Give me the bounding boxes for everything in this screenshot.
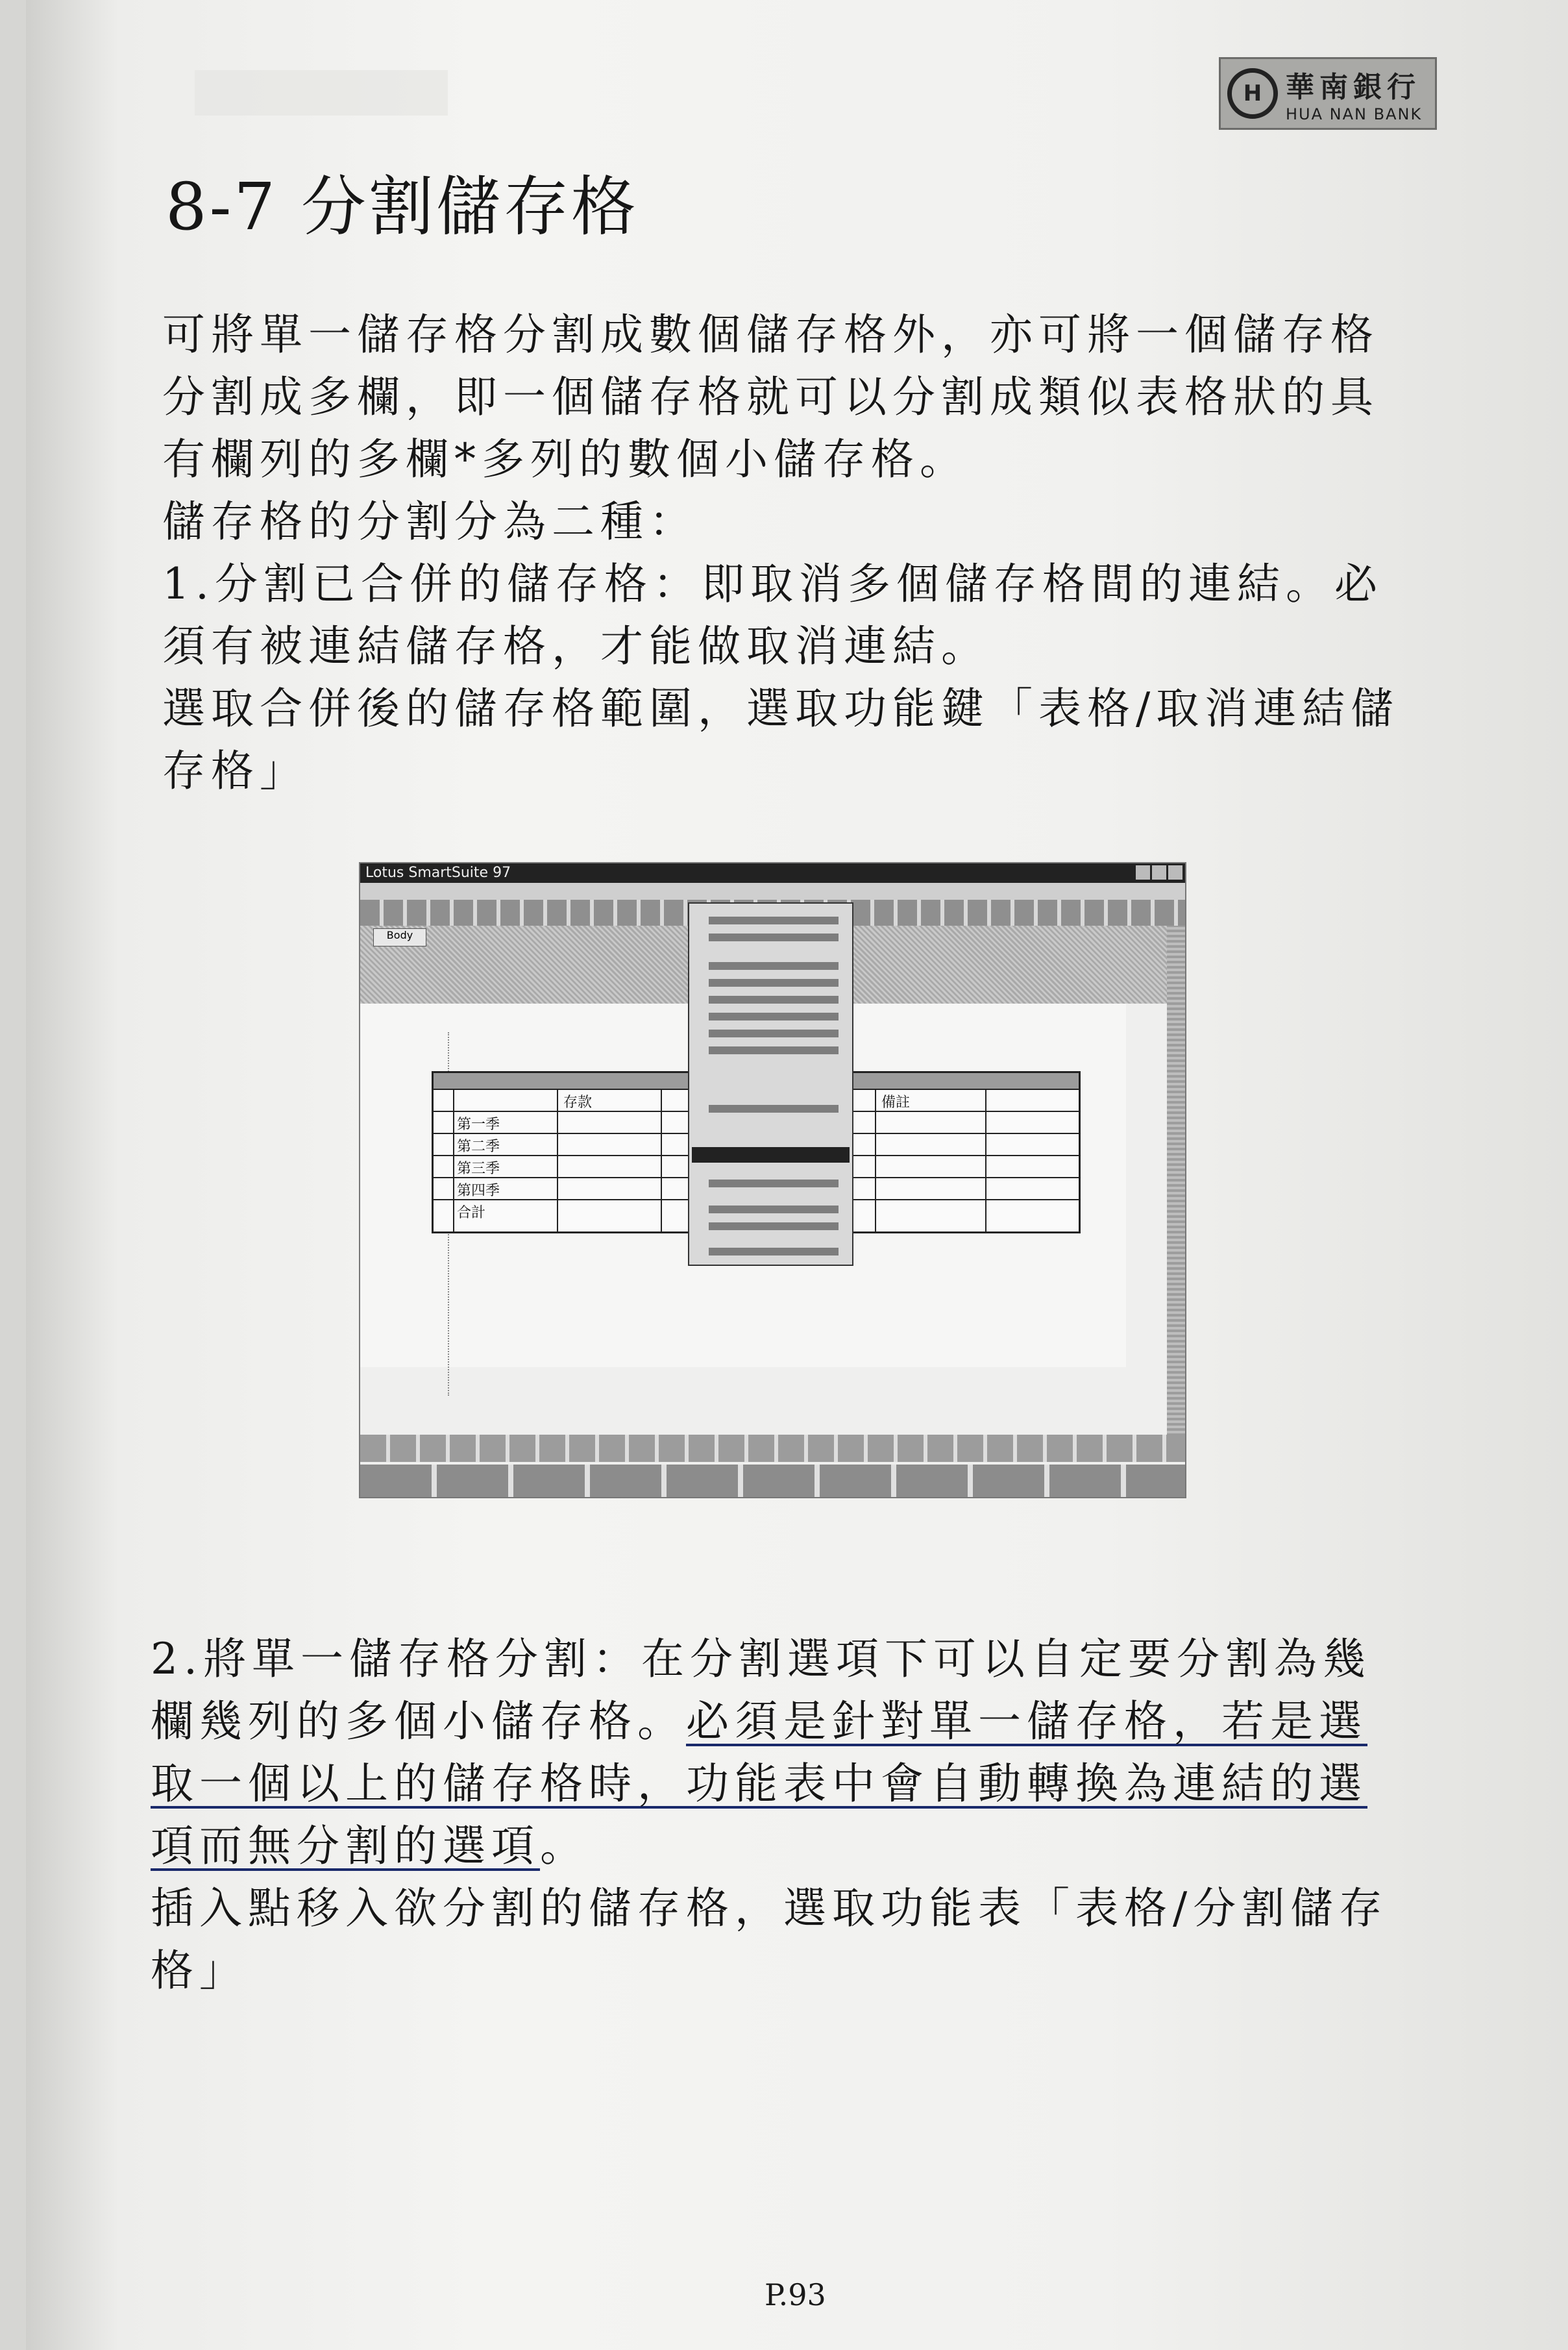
screenshot-menubar bbox=[360, 883, 1185, 900]
embedded-app-screenshot bbox=[359, 862, 1186, 1498]
document-page bbox=[26, 0, 1568, 2350]
handwritten-underline-text: 必須是針對單一儲存格，若是選 bbox=[686, 1696, 1367, 1746]
bank-seal-icon: H bbox=[1227, 68, 1278, 119]
table-row-label: 第三季 bbox=[457, 1161, 500, 1177]
bank-name-en: HUA NAN BANK bbox=[1286, 105, 1423, 123]
body-line: 格」 bbox=[151, 1946, 248, 1996]
body-line: 2.將單一儲存格分割：在分割選項下可以自定要分割為幾 bbox=[151, 1634, 1371, 1684]
faded-header-mark bbox=[195, 70, 448, 116]
body-line bbox=[151, 1753, 1388, 1815]
body-line: 分割成多欄，即一個儲存格就可以分割成類似表格狀的具 bbox=[162, 372, 1379, 422]
table-header-cell: 備註 bbox=[881, 1095, 911, 1111]
body-line: 儲存格的分割分為二種： bbox=[162, 497, 698, 547]
screenshot-titlebar bbox=[360, 863, 1185, 883]
body-line: 須有被連結儲存格，才能做取消連結。 bbox=[162, 621, 990, 671]
body-text: 。 bbox=[540, 1821, 589, 1871]
body-line bbox=[151, 1815, 1388, 1877]
screenshot-taskbar bbox=[360, 1465, 1185, 1497]
screenshot-window-title: Lotus SmartSuite 97 bbox=[365, 865, 511, 881]
screenshot-vertical-scrollbar bbox=[1167, 926, 1185, 1439]
table-row-label: 第一季 bbox=[457, 1117, 500, 1133]
page-number: P.93 bbox=[765, 2277, 826, 2312]
screenshot-statusbar bbox=[360, 1435, 1185, 1462]
body-line: 1.分割已合併的儲存格：即取消多個儲存格間的連結。必 bbox=[162, 559, 1383, 609]
body-line: 存格」 bbox=[162, 746, 308, 796]
body-line: 選取合併後的儲存格範圍，選取功能鍵「表格/取消連結儲 bbox=[162, 684, 1400, 734]
handwritten-underline-text: 取一個以上的儲存格時，功能表中會自動轉換為連結的選 bbox=[151, 1759, 1367, 1809]
section2-body bbox=[151, 1628, 1388, 2002]
body-line: 插入點移入欲分割的儲存格，選取功能表「表格/分割儲存 bbox=[151, 1883, 1388, 1933]
body-line bbox=[151, 1690, 1388, 1753]
bank-logo bbox=[1219, 57, 1437, 130]
table-menu-dropdown bbox=[688, 902, 853, 1266]
screenshot-tab: Body bbox=[373, 928, 426, 946]
highlighted-menu-item bbox=[692, 1147, 850, 1163]
table-row-label: 第四季 bbox=[457, 1183, 500, 1199]
table-row-label: 合計 bbox=[457, 1205, 486, 1221]
handwritten-underline-text: 項而無分割的選項 bbox=[151, 1821, 540, 1871]
bank-logo-text bbox=[1286, 64, 1422, 123]
section1-body bbox=[162, 304, 1399, 802]
body-line: 有欄列的多欄*多列的數個小儲存格。 bbox=[162, 434, 968, 484]
table-header-cell: 存款 bbox=[563, 1095, 593, 1111]
bank-name-zh: 華南銀行 bbox=[1286, 71, 1421, 104]
table-row-label: 第二季 bbox=[457, 1139, 500, 1155]
window-controls bbox=[1136, 865, 1182, 880]
body-text: 欄幾列的多個小儲存格。 bbox=[151, 1696, 686, 1746]
body-line: 可將單一儲存格分割成數個儲存格外，亦可將一個儲存格 bbox=[162, 310, 1379, 360]
section-title: 8-7 分割儲存格 bbox=[165, 169, 639, 245]
